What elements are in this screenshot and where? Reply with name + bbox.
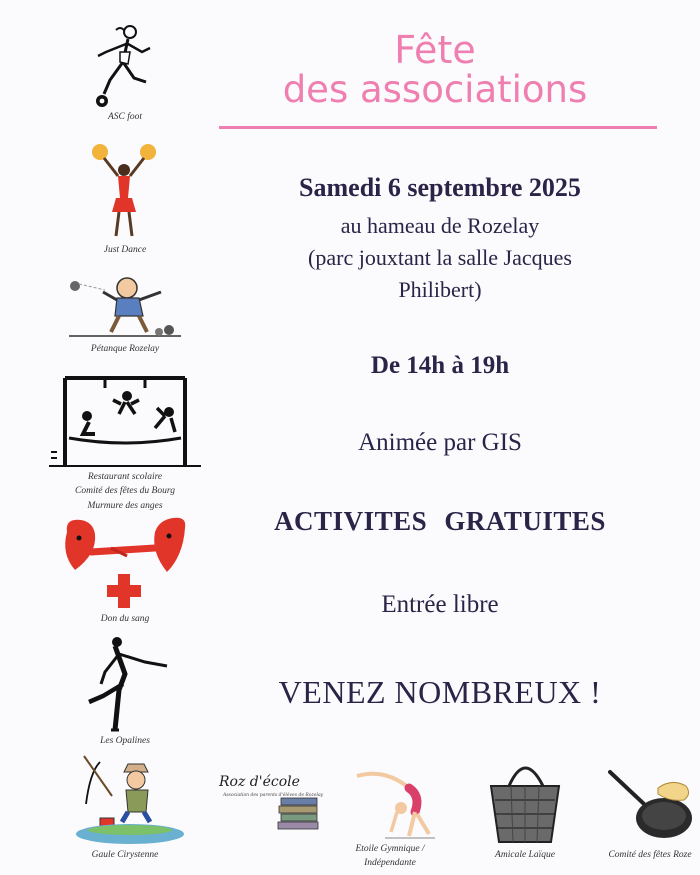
assoc-amicale [470, 756, 580, 862]
assoc-etoile-label-2: Indépendante [364, 858, 416, 869]
assoc-dance-label: Just Dance [103, 245, 147, 255]
assoc-petanque-label: Pétanque Rozelay [90, 344, 160, 354]
assoc-etoile [320, 766, 460, 871]
assoc-restaurant-label-3: Murmure des anges [87, 500, 163, 511]
frying-pan-icon [602, 764, 698, 848]
roz-ecole-logo-books-icon [215, 770, 325, 836]
trampoline-icon [45, 374, 205, 470]
event-call: VENEZ NOMBREUX ! [278, 674, 602, 710]
petanque-player-icon [65, 270, 185, 342]
assoc-restaurant-label-2: Comité des fêtes du Bourg [75, 486, 175, 497]
basket-icon [475, 756, 575, 848]
fisher-child-icon [60, 752, 190, 848]
assoc-foot-label: ASC foot [107, 112, 143, 122]
assoc-amicale-label: Amicale Laïque [495, 850, 555, 860]
assoc-roz-ecole [215, 770, 325, 836]
assoc-gaule [55, 752, 195, 862]
assoc-petanque [60, 270, 190, 356]
assoc-dance [80, 140, 170, 257]
blood-donation-hearts-icon [55, 514, 195, 612]
assoc-restaurant-label-1: Restaurant scolaire [87, 472, 163, 482]
dancer-silhouette-icon [75, 632, 175, 734]
event-date: Samedi 6 septembre 2025 [299, 173, 581, 202]
page-title [215, 28, 655, 112]
cheerleader-icon [90, 140, 160, 243]
event-place-line-1: au hameau de Rozelay [340, 213, 540, 238]
event-hours: De 14h à 19h [370, 352, 510, 379]
event-entry: Entrée libre [381, 591, 499, 618]
assoc-comite-label: Comité des fêtes Roze [608, 850, 692, 860]
event-activities: ACTIVITES GRATUITES [274, 506, 606, 536]
assoc-foot [80, 22, 170, 124]
assoc-restaurant [40, 374, 210, 513]
football-player-icon [90, 22, 160, 110]
title-underline [219, 126, 657, 129]
assoc-gaule-label: Gaule Cirystenne [91, 850, 159, 860]
event-animation: Animée par GIS [358, 429, 522, 456]
title-line-1: Fête [394, 28, 476, 72]
assoc-blood [50, 514, 200, 626]
roz-ecole-subtitle: Association des parents d'élèves de Rozelay [223, 793, 324, 798]
roz-ecole-logo: Roz d'école [219, 774, 300, 790]
assoc-opalines-label: Les Opalines [100, 736, 150, 746]
event-place-line-3: Philibert) [398, 276, 482, 302]
assoc-etoile-label-1: Etoile Gymnique / [355, 844, 425, 854]
assoc-comite [600, 764, 700, 862]
gymnast-icon [335, 766, 445, 842]
assoc-opalines [70, 632, 180, 748]
event-place [205, 210, 675, 306]
assoc-blood-label: Don du sang [100, 614, 150, 624]
event-place-line-2: (parc jouxtant la salle Jacques [308, 244, 572, 270]
title-line-2: des associations [282, 68, 588, 112]
